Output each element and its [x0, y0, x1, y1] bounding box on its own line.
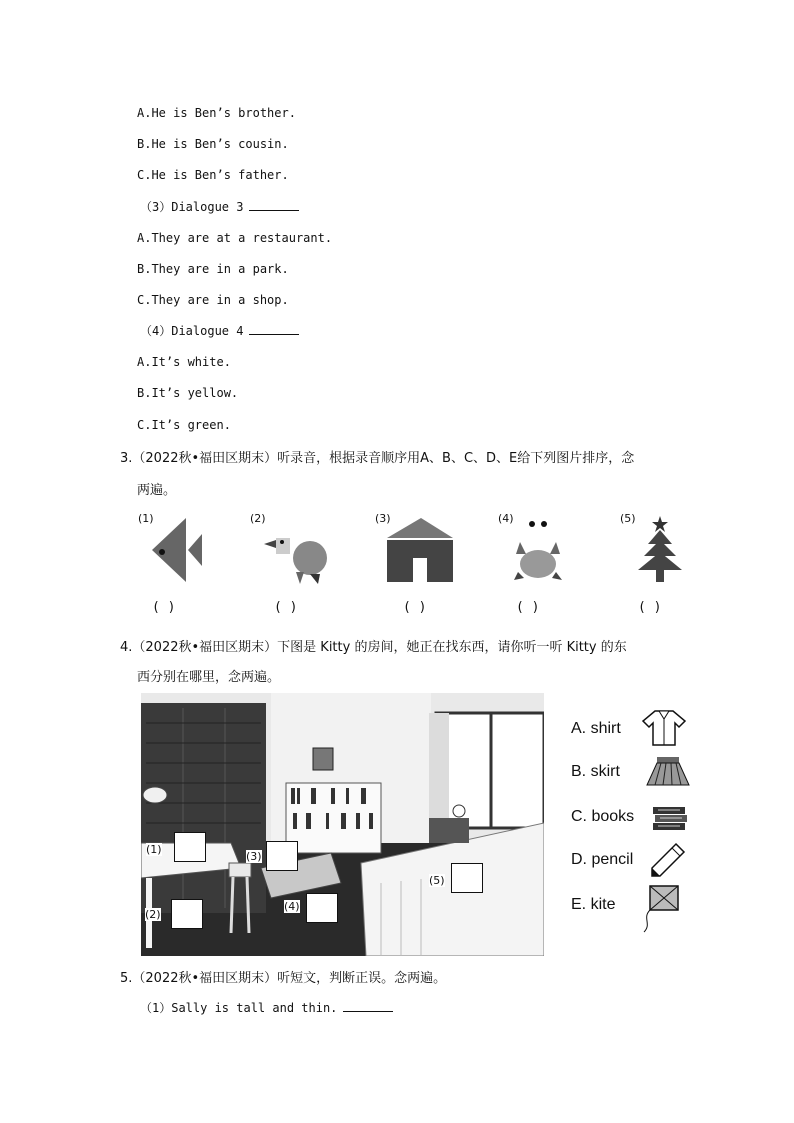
answer-box-5[interactable]	[451, 863, 483, 893]
answer-box-3[interactable]	[266, 841, 298, 871]
picture-number: (4)	[498, 512, 514, 525]
option-text: A.It’s white.	[137, 355, 231, 369]
question-5-text: 5.（2022秋•福田区期末）听短文，判断正误。念两遍。	[120, 971, 447, 986]
picture-number: (1)	[138, 512, 154, 525]
legend-pencil: D. pencil	[571, 851, 634, 868]
option-text: C.He is Ben’s father.	[137, 168, 289, 182]
question-3-text-cont: 两遍。	[137, 483, 177, 498]
room-picture	[141, 693, 544, 956]
question-5-item-1	[140, 999, 393, 1016]
books-icon	[650, 804, 690, 834]
box-label: (2)	[145, 908, 161, 921]
skirt-icon	[645, 755, 691, 789]
legend-kite: E. kite	[571, 896, 616, 913]
box-label: (3)	[246, 850, 262, 863]
legend-shirt: A. shirt	[571, 720, 621, 737]
shirt-icon	[641, 707, 687, 747]
legend-skirt: B. skirt	[571, 763, 620, 780]
option-text: C.They are in a shop.	[137, 293, 289, 307]
question-4-text: 4.（2022秋•福田区期末）下图是 Kitty 的房间，她正在找东西，请你听一听 Kitty 的东	[120, 640, 627, 655]
answer-paren[interactable]: ( )	[403, 600, 427, 615]
question-3-text: 3.（2022秋•福田区期末）听录音，根据录音顺序用A、B、C、D、E给下列图片排序，念	[120, 451, 635, 466]
dialogue-label-text: （4）Dialogue 4	[140, 324, 244, 338]
picture-number: (5)	[620, 512, 636, 525]
pencil-icon	[650, 842, 686, 878]
option-text: B.It’s yellow.	[137, 386, 239, 400]
dialogue-3-label	[140, 198, 299, 215]
dialogue-label-text: （3）Dialogue 3	[140, 200, 244, 214]
picture-4	[498, 512, 578, 584]
option-text: B.They are in a park.	[137, 262, 289, 276]
option-text: A.They are at a restaurant.	[137, 231, 333, 245]
answer-blank[interactable]	[249, 322, 299, 335]
answer-box-2[interactable]	[171, 899, 203, 929]
answer-box-1[interactable]	[174, 832, 206, 862]
picture-number: (2)	[250, 512, 266, 525]
answer-paren[interactable]: ( )	[152, 600, 176, 615]
picture-1	[138, 512, 208, 586]
kite-icon	[636, 884, 682, 936]
answer-paren[interactable]: ( )	[638, 600, 662, 615]
option-text: A.He is Ben’s brother.	[137, 106, 296, 120]
box-label: (4)	[284, 900, 300, 913]
option-text: B.He is Ben’s cousin.	[137, 137, 289, 151]
legend-books: C. books	[571, 808, 635, 825]
picture-3	[375, 512, 455, 584]
answer-blank[interactable]	[343, 999, 393, 1012]
option-text: C.It’s green.	[137, 418, 231, 432]
question-4-text-cont: 西分别在哪里，念两遍。	[137, 670, 281, 685]
dialogue-4-label	[140, 322, 299, 339]
box-label: (5)	[429, 874, 445, 887]
picture-5	[620, 512, 690, 586]
statement-text: （1）Sally is tall and thin.	[140, 1001, 338, 1015]
answer-paren[interactable]: ( )	[516, 600, 540, 615]
answer-box-4[interactable]	[306, 893, 338, 923]
answer-paren[interactable]: ( )	[274, 600, 298, 615]
picture-number: (3)	[375, 512, 391, 525]
picture-2	[250, 512, 330, 590]
answer-blank[interactable]	[249, 198, 299, 211]
box-label: (1)	[146, 843, 162, 856]
